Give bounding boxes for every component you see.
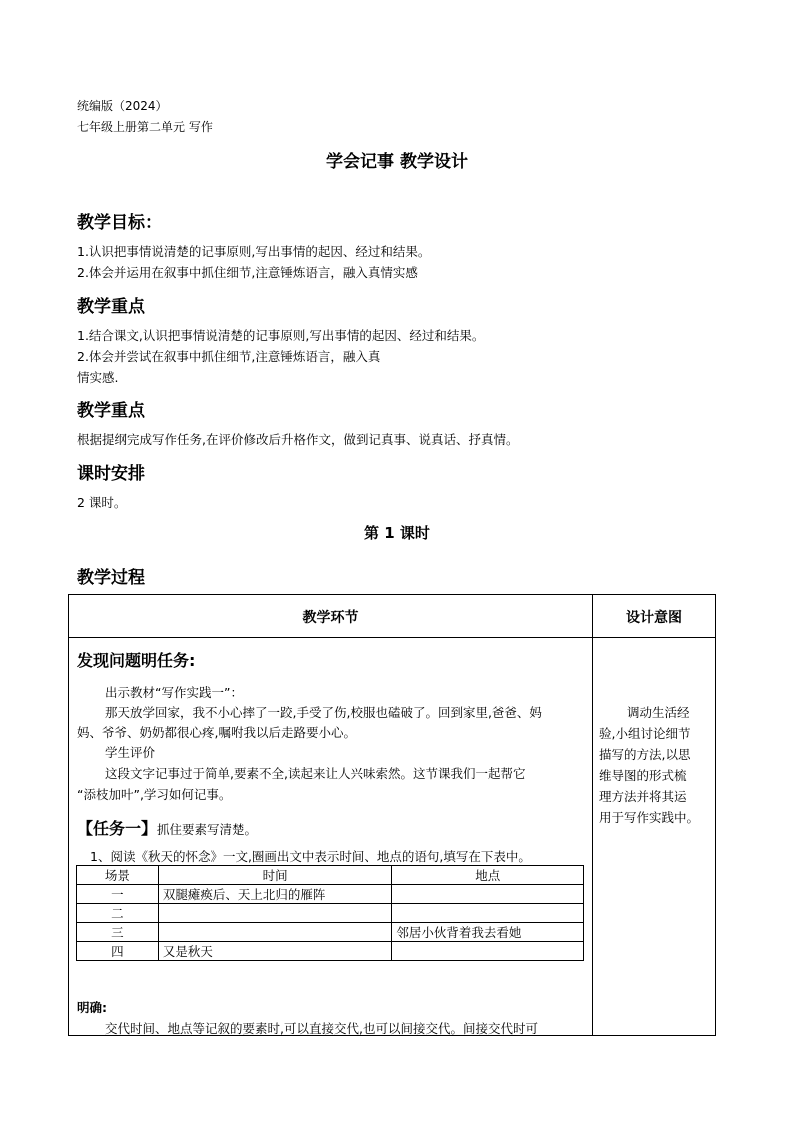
table-header-row xyxy=(77,866,584,885)
table-row xyxy=(77,923,584,942)
difficulties-text: 根据提纲完成写作任务,在评价修改后升格作文，做到记真事、说真话、抒真情。 xyxy=(77,432,519,447)
paragraph: 妈、爷爷、奶奶都很心疼,嘱咐我以后走路要小心。 xyxy=(77,725,356,740)
table-cell: 又是秋天 xyxy=(158,942,392,961)
difficulties-heading: 教学重点 xyxy=(77,401,145,421)
table-cell xyxy=(392,942,584,961)
header-divider xyxy=(69,637,715,638)
design-intent-line: 调动生活经 xyxy=(627,705,690,720)
clarify-label: 明确: xyxy=(77,1000,107,1015)
objectives-heading: 教学目标： xyxy=(77,213,162,233)
design-intent-line: 维导图的形式梳 xyxy=(599,768,687,783)
schedule-heading: 课时安排 xyxy=(77,464,145,484)
clarify-text: 交代时间、地点等记叙的要素时,可以直接交代,也可以间接交代。间接交代时可 xyxy=(105,1021,538,1036)
lesson-title: 第 1 课时 xyxy=(364,524,430,542)
scene-table xyxy=(76,865,584,961)
paragraph: “添枝加叶”,学习如何记事。 xyxy=(77,787,232,802)
column-divider xyxy=(592,595,593,1035)
table-cell: 二 xyxy=(77,904,159,923)
table-row xyxy=(77,904,584,923)
column-header-teaching-step: 教学环节 xyxy=(302,610,359,626)
header-cell: 地点 xyxy=(392,866,584,885)
schedule-text: 2 课时。 xyxy=(77,495,127,510)
table-cell: 三 xyxy=(77,923,159,942)
key-point-item: 1.结合课文,认识把事情说清楚的记事原则,写出事情的起因、经过和结果。 xyxy=(77,328,485,343)
table-cell: 一 xyxy=(77,885,159,904)
section-title: 发现问题明任务: xyxy=(77,651,196,670)
table-cell xyxy=(392,885,584,904)
header-cell: 场景 xyxy=(77,866,159,885)
paragraph: 学生评价 xyxy=(105,745,156,760)
instruction-text: 1、阅读《秋天的怀念》一文,圈画出文中表示时间、地点的语句,填写在下表中。 xyxy=(90,849,531,864)
edition-label: 统编版（2024） xyxy=(77,99,168,113)
table-cell: 邻居小伙背着我去看她 xyxy=(392,923,584,942)
design-intent-line: 描写的方法,以思 xyxy=(599,747,691,762)
task-label: 【任务一】 xyxy=(77,819,158,838)
column-header-design-intent: 设计意图 xyxy=(626,610,682,626)
table-row xyxy=(77,885,584,904)
objective-item: 1.认识把事情说清楚的记事原则,写出事情的起因、经过和结果。 xyxy=(77,244,431,259)
grade-unit-label: 七年级上册第二单元 写作 xyxy=(77,120,213,134)
design-intent-line: 理方法并将其运 xyxy=(599,789,687,804)
key-points-heading: 教学重点 xyxy=(77,297,145,317)
table-cell xyxy=(158,923,392,942)
table-cell: 双腿瘫痪后、天上北归的雁阵 xyxy=(158,885,392,904)
design-intent-line: 验,小组讨论细节 xyxy=(599,726,691,741)
design-intent-line: 用于写作实践中。 xyxy=(599,810,700,825)
paragraph: 这段文字记事过于简单,要素不全,读起来让人兴味索然。这节课我们一起帮它 xyxy=(105,766,526,781)
paragraph: 那天放学回家，我不小心摔了一跤,手受了伤,校服也磕破了。回到家里,爸爸、妈 xyxy=(105,705,542,720)
objective-item: 2.体会并运用在叙事中抓住细节,注意锤炼语言，融入真情实感 xyxy=(77,265,418,280)
task-line xyxy=(77,816,257,839)
process-heading: 教学过程 xyxy=(77,568,145,588)
paragraph: 出示教材“写作实践一”： xyxy=(105,685,243,700)
key-point-item: 2.体会并尝试在叙事中抓住细节,注意锤炼语言，融入真 xyxy=(77,349,381,364)
task-text: 抓住要素写清楚。 xyxy=(157,822,258,837)
header-cell: 时间 xyxy=(158,866,392,885)
table-cell xyxy=(392,904,584,923)
table-row xyxy=(77,942,584,961)
page-title: 学会记事 教学设计 xyxy=(326,152,468,172)
key-point-item: 情实感. xyxy=(77,370,119,385)
table-cell: 四 xyxy=(77,942,159,961)
table-cell xyxy=(158,904,392,923)
